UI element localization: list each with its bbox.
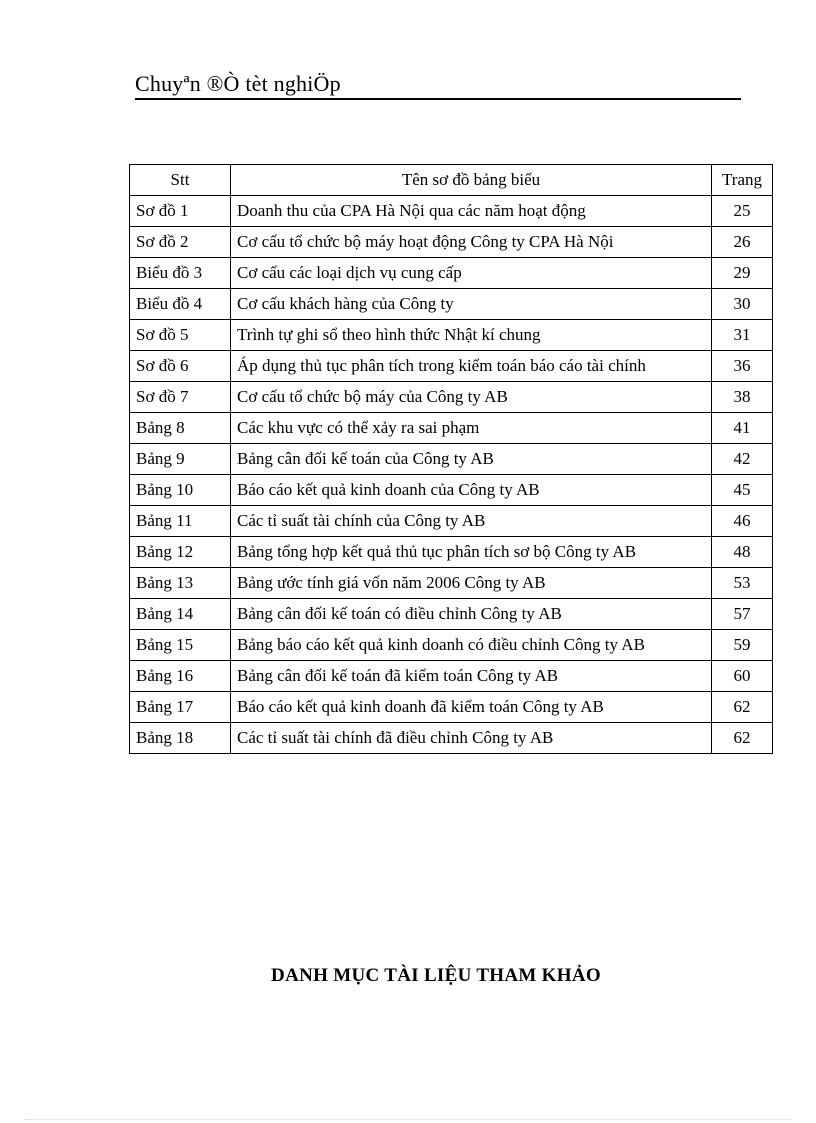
table-row (130, 630, 773, 661)
row-title: Bảng báo cáo kết quả kinh doanh có điều chỉnh Công ty AB (231, 630, 712, 661)
row-page-number: 45 (712, 475, 773, 506)
row-stt: Sơ đồ 1 (130, 196, 231, 227)
table-body (130, 196, 773, 754)
row-page-number: 25 (712, 196, 773, 227)
figures-table (129, 164, 773, 754)
references-heading: DANH MỤC TÀI LIỆU THAM KHẢO (271, 965, 601, 986)
row-page-number: 26 (712, 227, 773, 258)
row-page-number: 36 (712, 351, 773, 382)
table-row (130, 382, 773, 413)
row-page-number: 59 (712, 630, 773, 661)
row-stt: Bảng 12 (130, 537, 231, 568)
table-row (130, 723, 773, 754)
table-row (130, 661, 773, 692)
row-page-number: 31 (712, 320, 773, 351)
row-title: Bảng cân đối kế toán của Công ty AB (231, 444, 712, 475)
row-page-number: 38 (712, 382, 773, 413)
page-header (135, 70, 741, 100)
row-page-number: 42 (712, 444, 773, 475)
row-title: Báo cáo kết quả kinh doanh của Công ty AB (231, 475, 712, 506)
row-stt: Bảng 17 (130, 692, 231, 723)
row-page-number: 53 (712, 568, 773, 599)
row-stt: Sơ đồ 6 (130, 351, 231, 382)
row-page-number: 29 (712, 258, 773, 289)
row-page-number: 41 (712, 413, 773, 444)
page-bottom-divider (24, 1119, 792, 1120)
row-title: Bảng tổng hợp kết quả thủ tục phân tích sơ bộ Công ty AB (231, 537, 712, 568)
table-row (130, 537, 773, 568)
table-row (130, 258, 773, 289)
table-row (130, 320, 773, 351)
table-row (130, 227, 773, 258)
row-stt: Bảng 8 (130, 413, 231, 444)
row-stt: Bảng 11 (130, 506, 231, 537)
figures-table-container (129, 164, 772, 754)
row-title: Trình tự ghi sổ theo hình thức Nhật kí chung (231, 320, 712, 351)
row-title: Các tỉ suất tài chính đã điều chỉnh Công ty AB (231, 723, 712, 754)
row-page-number: 62 (712, 692, 773, 723)
row-page-number: 57 (712, 599, 773, 630)
row-page-number: 46 (712, 506, 773, 537)
table-row (130, 413, 773, 444)
row-title: Bảng cân đối kế toán có điều chỉnh Công ty AB (231, 599, 712, 630)
table-row (130, 568, 773, 599)
table-row (130, 506, 773, 537)
row-title: Cơ cấu tổ chức bộ máy của Công ty AB (231, 382, 712, 413)
row-page-number: 62 (712, 723, 773, 754)
row-title: Bảng ước tính giá vốn năm 2006 Công ty AB (231, 568, 712, 599)
row-page-number: 30 (712, 289, 773, 320)
column-header-page: Trang (712, 165, 773, 196)
row-title: Cơ cấu tổ chức bộ máy hoạt động Công ty CPA Hà Nội (231, 227, 712, 258)
page-header-title: Chuyªn ®Ò tèt nghiÖp (135, 71, 341, 96)
table-row (130, 599, 773, 630)
table-row (130, 196, 773, 227)
row-stt: Sơ đồ 5 (130, 320, 231, 351)
table-row (130, 475, 773, 506)
row-stt: Bảng 13 (130, 568, 231, 599)
table-row (130, 692, 773, 723)
row-stt: Bảng 15 (130, 630, 231, 661)
row-stt: Biểu đồ 3 (130, 258, 231, 289)
row-title: Báo cáo kết quả kinh doanh đã kiểm toán Công ty AB (231, 692, 712, 723)
row-stt: Bảng 16 (130, 661, 231, 692)
table-row (130, 289, 773, 320)
row-title: Áp dụng thủ tục phân tích trong kiểm toán báo cáo tài chính (231, 351, 712, 382)
table-header-row (130, 165, 773, 196)
column-header-name: Tên sơ đồ bảng biểu (231, 165, 712, 196)
table-row (130, 444, 773, 475)
row-title: Doanh thu của CPA Hà Nội qua các năm hoạt động (231, 196, 712, 227)
row-stt: Bảng 9 (130, 444, 231, 475)
row-stt: Sơ đồ 2 (130, 227, 231, 258)
table-row (130, 351, 773, 382)
row-stt: Biểu đồ 4 (130, 289, 231, 320)
row-title: Các khu vực có thể xảy ra sai phạm (231, 413, 712, 444)
row-title: Cơ cấu khách hàng của Công ty (231, 289, 712, 320)
column-header-stt: Stt (130, 165, 231, 196)
row-stt: Sơ đồ 7 (130, 382, 231, 413)
row-stt: Bảng 10 (130, 475, 231, 506)
row-stt: Bảng 18 (130, 723, 231, 754)
row-stt: Bảng 14 (130, 599, 231, 630)
row-page-number: 60 (712, 661, 773, 692)
row-title: Các tỉ suất tài chính của Công ty AB (231, 506, 712, 537)
row-title: Bảng cân đối kế toán đã kiểm toán Công ty AB (231, 661, 712, 692)
row-page-number: 48 (712, 537, 773, 568)
row-title: Cơ cấu các loại dịch vụ cung cấp (231, 258, 712, 289)
